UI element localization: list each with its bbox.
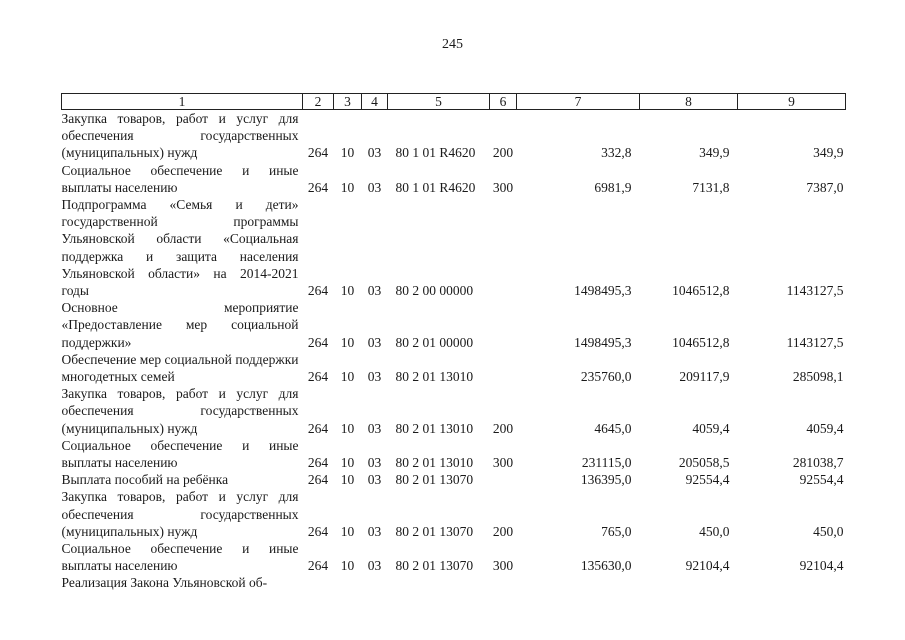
row-cell-c3	[334, 574, 362, 591]
row-cell-c2: 264	[307, 420, 329, 436]
column-header-3: 3	[334, 94, 362, 110]
table-row	[62, 299, 846, 351]
column-header-4: 4	[362, 94, 388, 110]
row-cell-c7: 332,8	[601, 145, 632, 161]
row-cell-c6	[490, 299, 517, 351]
column-header-2: 2	[303, 94, 334, 110]
table-row	[62, 437, 846, 471]
row-cell-c9	[738, 574, 846, 591]
row-cell-c5: 80 1 01 R4620	[395, 179, 476, 195]
row-cell-c8: 209117,9	[679, 369, 730, 385]
table-row	[62, 351, 846, 385]
row-cell-c7: 1498495,3	[574, 334, 632, 350]
budget-table	[61, 93, 846, 592]
table-row	[62, 488, 846, 540]
row-name-cell: Основное мероприятие «Предоставление мер социальной поддержки»	[61, 300, 299, 350]
row-name-cell: Социальное обеспечение и иные выплаты населению	[61, 162, 299, 195]
row-cell-c8: 205058,5	[678, 455, 730, 471]
row-cell-c9: 92104,4	[799, 558, 844, 574]
row-cell-c2: 264	[307, 179, 329, 195]
row-name-cell: Социальное обеспечение и иные выплаты населению	[61, 437, 299, 471]
row-cell-c8: 349,9	[699, 145, 730, 161]
row-cell-c7: 136395,0	[580, 472, 632, 488]
row-cell-c2	[303, 574, 334, 591]
row-name-cell: Подпрограмма «Семья и дети» государственной программы Ульяновской области «Социальная поддержка и защита населения Ульяновской области» на 2014-2021 годы	[61, 197, 299, 299]
row-cell-c4: 03	[367, 558, 382, 574]
row-cell-c7: 765,0	[601, 523, 632, 539]
table-row	[62, 110, 846, 162]
row-cell-c5: 80 1 01 R4620	[395, 145, 476, 161]
row-cell-c3: 10	[340, 283, 355, 299]
row-cell-c6: 200	[492, 420, 514, 436]
row-cell-c7: 1498495,3	[574, 283, 632, 299]
column-header-1: 1	[62, 94, 303, 110]
row-cell-c8	[640, 574, 738, 591]
row-cell-c4: 03	[367, 179, 382, 195]
row-name-cell: Закупка товаров, работ и услуг для обеспечения государственных (муниципальных) нужд	[61, 386, 299, 436]
row-cell-c3: 10	[340, 369, 355, 385]
row-cell-c9: 349,9	[813, 145, 844, 161]
row-cell-c2: 264	[307, 455, 329, 471]
column-header-7: 7	[517, 94, 640, 110]
row-cell-c4: 03	[367, 334, 382, 350]
row-cell-c5: 80 2 00 00000	[395, 283, 474, 299]
row-cell-c9: 4059,4	[806, 420, 844, 436]
row-cell-c9: 7387,0	[806, 179, 844, 195]
row-cell-c7: 231115,0	[581, 455, 632, 471]
row-cell-c9: 285098,1	[792, 369, 844, 385]
table-row	[62, 540, 846, 574]
row-name-cell: Закупка товаров, работ и услуг для обеспечения государственных (муниципальных) нужд	[61, 489, 299, 539]
column-header-6: 6	[490, 94, 517, 110]
table-header-row	[62, 94, 846, 110]
row-name-cell: Социальное обеспечение и иные выплаты населению	[61, 541, 299, 574]
row-cell-c4: 03	[367, 369, 382, 385]
row-cell-c8: 92554,4	[685, 472, 730, 488]
row-cell-c7: 6981,9	[594, 179, 632, 195]
table-row	[62, 471, 846, 488]
row-cell-c4: 03	[367, 523, 382, 539]
column-header-9: 9	[738, 94, 846, 110]
row-cell-c2: 264	[307, 369, 329, 385]
row-cell-c4: 03	[367, 455, 382, 471]
row-cell-c2: 264	[307, 145, 329, 161]
row-cell-c5: 80 2 01 13010	[395, 369, 474, 385]
row-cell-c4: 03	[367, 420, 382, 436]
row-cell-c5: 80 2 01 13010	[395, 420, 474, 436]
row-cell-c4: 03	[367, 472, 382, 488]
table-row	[62, 385, 846, 437]
row-cell-c2: 264	[307, 472, 329, 488]
row-name-cell: Реализация Закона Ульяновской об-	[61, 575, 268, 591]
row-cell-c5: 80 2 01 13070	[395, 472, 474, 488]
row-cell-c7: 4645,0	[594, 420, 632, 436]
row-cell-c8: 450,0	[699, 523, 730, 539]
row-cell-c3: 10	[340, 420, 355, 436]
row-name-cell: Закупка товаров, работ и услуг для обеспечения государственных (муниципальных) нужд	[61, 111, 299, 161]
row-cell-c9: 1143127,5	[786, 334, 844, 350]
row-cell-c6: 300	[492, 558, 514, 574]
row-cell-c7: 235760,0	[580, 369, 632, 385]
table-row	[62, 574, 846, 591]
row-cell-c4: 03	[367, 283, 382, 299]
row-cell-c9: 450,0	[813, 523, 844, 539]
row-cell-c5: 80 2 01 00000	[395, 334, 474, 350]
row-cell-c8: 7131,8	[692, 179, 730, 195]
row-cell-c3: 10	[340, 523, 355, 539]
page-number: 245	[442, 37, 463, 52]
row-cell-c7: 135630,0	[580, 558, 632, 574]
row-cell-c7	[517, 574, 640, 591]
row-cell-c5	[388, 574, 490, 591]
row-name-cell: Выплата пособий на ребёнка	[61, 472, 229, 488]
row-cell-c9: 92554,4	[799, 472, 844, 488]
row-name-cell: Обеспечение мер социальной поддержки многодетных семей	[61, 351, 299, 385]
row-cell-c8: 92104,4	[685, 558, 730, 574]
row-cell-c3: 10	[340, 179, 355, 195]
row-cell-c8: 1046512,8	[672, 283, 730, 299]
row-cell-c6	[490, 471, 517, 488]
row-cell-c2: 264	[307, 283, 329, 299]
row-cell-c9: 281038,7	[792, 455, 844, 471]
row-cell-c6: 300	[492, 455, 514, 471]
row-cell-c5: 80 2 01 13070	[395, 558, 474, 574]
table-row	[62, 162, 846, 196]
row-cell-c2: 264	[307, 523, 329, 539]
row-cell-c6	[490, 574, 517, 591]
row-cell-c6: 200	[492, 145, 514, 161]
table-row	[62, 196, 846, 299]
row-cell-c5: 80 2 01 13010	[395, 455, 474, 471]
row-cell-c3: 10	[340, 472, 355, 488]
row-cell-c6	[490, 351, 517, 385]
row-cell-c6	[490, 196, 517, 299]
row-cell-c3: 10	[340, 455, 355, 471]
row-cell-c2: 264	[307, 334, 329, 350]
row-cell-c9: 1143127,5	[786, 283, 844, 299]
row-cell-c8: 1046512,8	[672, 334, 730, 350]
column-header-5: 5	[388, 94, 490, 110]
row-cell-c6: 200	[492, 523, 514, 539]
row-cell-c6: 300	[492, 179, 514, 195]
row-cell-c3: 10	[340, 558, 355, 574]
row-cell-c3: 10	[340, 334, 355, 350]
row-cell-c8: 4059,4	[692, 420, 730, 436]
row-cell-c4	[362, 574, 388, 591]
row-cell-c5: 80 2 01 13070	[395, 523, 474, 539]
row-cell-c4: 03	[367, 145, 382, 161]
row-cell-c2: 264	[307, 558, 329, 574]
column-header-8: 8	[640, 94, 738, 110]
row-cell-c3: 10	[340, 145, 355, 161]
